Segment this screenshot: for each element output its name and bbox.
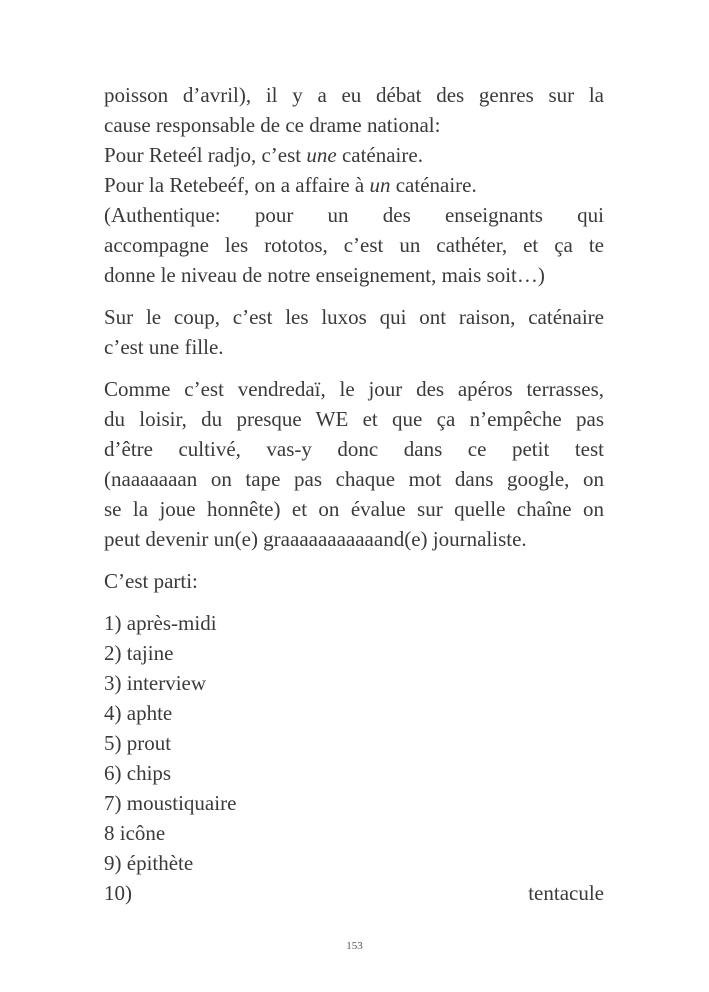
list-item-word: tentacule — [528, 881, 604, 905]
text-line: cause responsable de ce drame national: — [104, 113, 441, 137]
list-item-number: 10) — [104, 881, 132, 905]
text-fragment: caténaire. — [336, 143, 423, 167]
paragraph-1 — [104, 80, 604, 290]
list-item: 3) interview — [104, 671, 207, 695]
word-list — [104, 608, 604, 908]
list-item: 8 icône — [104, 821, 166, 845]
page-body — [104, 80, 604, 908]
text-fragment: Pour Reteél radjo, c’est — [104, 143, 307, 167]
text-line: Sur le coup, c’est les luxos qui ont raison, caténaire — [104, 305, 604, 329]
text-line: C’est parti: — [104, 569, 198, 593]
paragraph-3 — [104, 374, 604, 554]
page-number: 153 — [346, 940, 363, 952]
list-item-last — [104, 878, 604, 908]
paragraph-4 — [104, 566, 604, 596]
text-line: (Authentique: pour un des enseignants qui — [104, 203, 604, 227]
list-item: 9) épithète — [104, 851, 194, 875]
list-item: 1) après-midi — [104, 611, 217, 635]
list-item: 6) chips — [104, 761, 172, 785]
italic-word: un — [369, 173, 391, 197]
text-fragment: Pour la Retebeéf, on a affaire à — [104, 173, 370, 197]
text-line: c’est une fille. — [104, 335, 224, 359]
text-line: d’être cultivé, vas-y donc dans ce petit test — [104, 437, 604, 461]
list-item: 2) tajine — [104, 641, 174, 665]
text-line: Comme c’est vendredaï, le jour des apéros terrasses, — [104, 377, 604, 401]
text-line: poisson d’avril), il y a eu débat des genres sur la — [104, 83, 604, 107]
text-fragment: caténaire. — [390, 173, 477, 197]
list-item: 5) prout — [104, 731, 172, 755]
text-line: se la joue honnête) et on évalue sur quelle chaîne on — [104, 497, 604, 521]
text-line — [104, 170, 604, 200]
text-line: du loisir, du presque WE et que ça n’empêche pas — [104, 407, 604, 431]
text-line: peut devenir un(e) graaaaaaaaaaand(e) journaliste. — [104, 527, 527, 551]
italic-word: une — [306, 143, 337, 167]
text-line: donne le niveau de notre enseignement, mais soit…) — [104, 263, 545, 287]
list-item: 4) aphte — [104, 701, 173, 725]
text-line — [104, 140, 604, 170]
text-line: (naaaaaaan on tape pas chaque mot dans google, on — [104, 467, 604, 491]
paragraph-2 — [104, 302, 604, 362]
text-line: accompagne les rototos, c’est un cathéter, et ça te — [104, 233, 604, 257]
list-item: 7) moustiquaire — [104, 791, 237, 815]
